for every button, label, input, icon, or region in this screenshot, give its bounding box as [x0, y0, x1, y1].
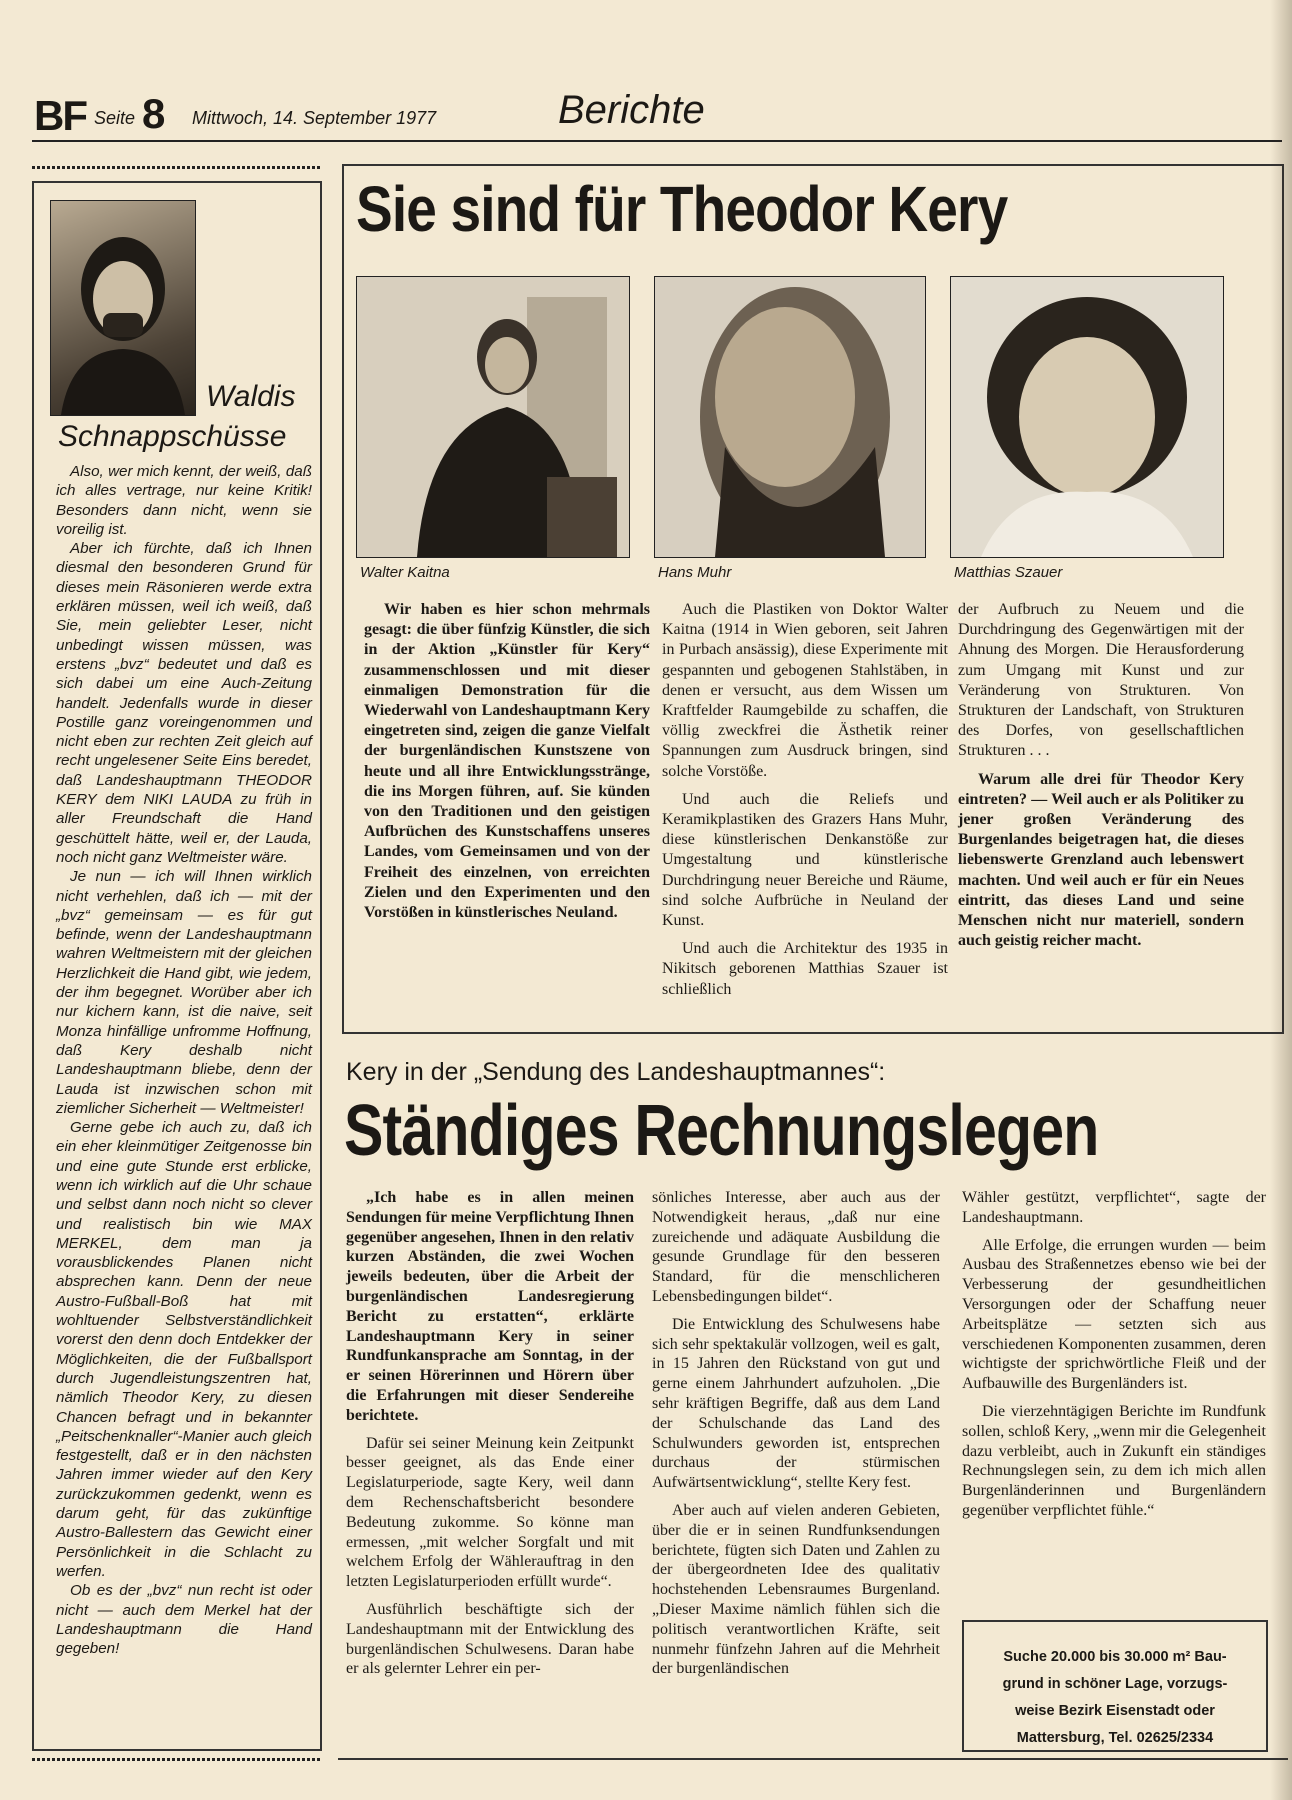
page-label: Seite [94, 108, 136, 128]
ad-line: weise Bezirk Eisenstadt oder [1015, 1703, 1215, 1719]
issue-date: Mittwoch, 14. September 1977 [192, 108, 437, 128]
article-paragraph: Alle Erfolge, die errungen wurden — beim Ausbau des Straßennetzes ebenso wie bei der Verbesserung der gesundheitlichen Versorgungen oder der Schaffung neuer Arbeitsplätze — setzten sich aus verschiedenen Komponenten zusammen, deren wichtigste der sprichwörtliche Fleiß und der Aufbauwille des Burgenländers ist. [962, 1236, 1266, 1393]
photo-walter-kaitna [356, 276, 630, 558]
photo-caption: Hans Muhr [658, 564, 732, 581]
column-top-rule [32, 166, 322, 169]
header-rule [32, 140, 1282, 142]
article-column [346, 1188, 634, 1687]
column-paragraph: Aber ich fürchte, daß ich Ihnen diesmal den besonderen Grund für dieses mein Räsonieren werde extra erklären müssen, weil ich weiß, daß Sie, mein geliebter Leser, nicht unbedingt wissen müssen, was erstens „bvz“ bedeutet und daß es sich dabei um eine Auch-Zeitung handelt. Jedenfalls wurde in dieser Postille ganz voreingenommen und nicht eben zur rechten Zeit gleich auf recht ungelesener Seite Eins beredet, daß Landeshauptmann THEODOR KERY dem NIKI LAUDA zu früh in aller Freundschaft die Hand geschüttelt hätte, weil er, der Lauda, noch nicht ganz Weltmeister wäre. [56, 540, 312, 866]
column-paragraph: Gerne gebe ich auch zu, daß ich ein eher kleinmütiger Zeitgenosse bin und eine gute Stunde erst erblicke, wenn ich wirklich auf die Uhr schaue und selbst dann noch nicht so clever und realistisch bin wie MAX MERKEL, dem man ja vorausblickendes Planen nicht absprechen kann. Denn der neue Austro-Fußball-Boß hat mit wohltuender Selbstverständlichkeit vorerst den denn doch Entdekker der Möglichkeiten, die der Fußballsport durch Jugendleistungszentren hat, nämlich Theodor Kery, zu diesen Chancen befragt und in bekannter „Peitschenknaller“-Manier auch gleich festgestellt, daß er in den nächsten Jahren immer wieder auf den Kery zurückzukommen gedenkt, wenn es darum geht, für das zukünftige Austro-Ballestern das Gewicht einer Persönlichkeit in die Schlacht zu werfen. [56, 1119, 312, 1580]
article-column [364, 600, 650, 931]
article-paragraph: Und auch die Reliefs und Keramikplastiken des Grazers Hans Muhr, diese künstlerischen Denkanstöße zur Umgestaltung und künstlerische Durchdringung neuer Bereiche und Räume, sind solche Aufbrüche in Neuland der Kunst. [662, 790, 948, 930]
column-paragraph: Je nun — ich will Ihnen wirklich nicht verhehlen, daß ich — mit der „bvz“ gemeinsam — es für gut befinde, wenn der Landeshauptmann wahren Weltmeistern mit der gleichen Herzlichkeit die Hand gibt, wie jedem, der ihm begegnet. Worüber aber ich nur kichern kann, ist die naive, seit Monza hinfällige unfromme Hoffnung, daß Kery deshalb nicht Landeshauptmann bliebe, denn der Lauda ist inzwischen schon mit ziemlicher Sicherheit — Weltmeister! [56, 868, 312, 1117]
section-title: Berichte [558, 88, 705, 132]
photo-caption: Walter Kaitna [360, 564, 450, 581]
page-number: 8 [142, 90, 166, 137]
article-paragraph: Die vierzehntägigen Berichte im Rundfunk sollen, schloß Kery, „wenn mir die Gelegenheit dazu verbleibt, auch in Zukunft ein ständiges Rechnungslegen sein, zu dem ich mich allen Burgenländerinnen und Burgenländern gegenüber verpflichtet fühle.“ [962, 1402, 1266, 1519]
article-paragraph: sönliches Interesse, aber auch aus der Notwendigkeit heraus, „daß nur eine zureichende und adäquate Ausbildung die gesunde Grundlage für den besseren Standard, für die menschlicheren Lebensbedingungen bildet“. [652, 1189, 940, 1305]
column-paragraph: Ob es der „bvz“ nun recht ist oder nicht — auch dem Merkel hat der Landeshauptmann die Hand gegeben! [56, 1582, 312, 1658]
article-paragraph: Auch die Plastiken von Doktor Walter Kaitna (1914 in Wien geboren, seit Jahren in Purbach ansässig), diese Experimente mit gespannten und gebogenen Stahlstäben, in denen er versucht, aus dem Wissen um Kraftfelder Raumgebilde zu schaffen, die völlig zweckfrei die Ästhetik reiner Spannungen zum Ausdruck bringen, sind solche Vorstöße. [662, 601, 948, 780]
article-column [652, 1188, 940, 1687]
article-paragraph: der Aufbruch zu Neuem und die Durchdringung des Gegenwärtigen mit der Ahnung des Morgen. Die Herausforderung zum Umgang mit Kunst und zur Veränderung von Strukturen. Von Strukturen der Landschaft, von Strukturen des Dorfes, von gesellschaftlichen Strukturen . . . [958, 601, 1244, 760]
newspaper-logo: BF [34, 92, 86, 139]
photo-caption: Matthias Szauer [954, 564, 1063, 581]
article-column [958, 600, 1244, 959]
ad-line: grund in schöner Lage, vorzugs- [1002, 1676, 1228, 1692]
photo-matthias-szauer [950, 276, 1224, 558]
article-paragraph: Die Entwicklung des Schulwesens habe sich sehr spektakulär vollzogen, weil es galt, in 15 Jahren den Rückstand von gut und gerne einem Jahrhundert aufzuholen. „Die sehr kräftigen Begriffe, daß aus dem Land der Schulschande das Land des Schulwunders geworden ist, entsprechen durchaus der stürmischen Aufwärtsentwicklung“, stellte Kery fest. [652, 1315, 940, 1492]
column-body [56, 462, 312, 1658]
article-kicker: Kery in der „Sendung des Landeshauptmannes“: [346, 1058, 886, 1086]
article-paragraph: Dafür sei seiner Meinung kein Zeitpunkt besser geeignet, als das Ende einer Legislaturperiode, sagte Kery, weil dann dem Rechenschaftsbericht besondere Bedeutung zukomme. So könne man ermessen, „mit welcher Sorgfalt und mit welchem Erfolg der Wählerauftrag in den letzten Legislaturperioden erfüllt wurde“. [346, 1434, 634, 1591]
column-author: Waldis [206, 380, 296, 413]
article-paragraph: Und auch die Architektur des 1935 in Nikitsch geborenen Matthias Szauer ist schließlich [662, 940, 948, 998]
column-paragraph: Also, wer mich kennt, der weiß, daß ich alles vertrage, nur keine Kritik! Besonders dann nicht, wenn sie voreilig ist. [56, 463, 312, 538]
article-column [962, 1188, 1266, 1529]
photo-hans-muhr [654, 276, 926, 558]
author-portrait [50, 200, 196, 416]
article-headline: Sie sind für Theodor Kery [356, 173, 1008, 245]
article-headline: Ständiges Rechnungslegen [344, 1091, 1099, 1171]
page-edge-shadow [1270, 0, 1292, 1800]
article-paragraph: Ausführlich beschäftigte sich der Landeshauptmann mit der Entwicklung des burgenländischen Schulwesens. Daran habe er als gelernter Lehrer ein per- [346, 1600, 634, 1678]
article-lead: Wir haben es hier schon mehrmals gesagt: die über fünfzig Künstler, die sich in der Aktion „Künstler für Kery“ zusammenschlossen und mit dieser einmaligen Demonstration für die Wiederwahl von Landeshauptmann Kery eingetreten sind, zeigen die ganze Vielfalt der burgenländischen Kunstszene von heute und all ihre Entwicklungsstränge, die ins Morgen führen, auf. Sie künden von den Traditionen und den geistigen Aufbrüchen des Kunstschaffens unseres Landes, vom Gemeinsamen und von der Freiheit des einzelnen, von erreichten Zielen und den Experimenten und den Vorstößen in künstlerisches Neuland. [364, 601, 650, 922]
article-paragraph: Wähler gestützt, verpflichtet“, sagte der Landeshauptmann. [962, 1189, 1266, 1226]
classified-ad [962, 1620, 1268, 1752]
ad-line: Mattersburg, Tel. 02625/2334 [1016, 1730, 1214, 1746]
article-lead: „Ich habe es in allen meinen Sendungen für meine Verpflichtung Ihnen gegenüber angesehen, Ihnen in den relativ kurzen Abständen, die zwei Wochen jeweils bedeuten, über die Arbeit der burgenländischen Landesregierung Bericht zu erstatten“, erklärte Landeshauptmann Kery in seiner Rundfunkansprache am Sonntag, in der er seinen Hörerinnen und Hörern über die Erfahrungen mit dieser Sendereihe berichtete. [346, 1189, 634, 1424]
column-bottom-rule [32, 1758, 322, 1761]
column-title: Schnappschüsse [58, 420, 287, 453]
ad-line: Suche 20.000 bis 30.000 m² Bau- [1003, 1649, 1227, 1665]
article-paragraph: Aber auch auf vielen anderen Gebieten, über die er in seinen Rundfunksendungen berichtete, fügten sich Daten und Zahlen zu der übergeordneten Idee des qualitativ hochstehenden Lebensraumes Burgenland. „Dieser Maxime nämlich fühlen sich die politisch verantwortlichen Kräfte, seit nunmehr fünfzehn Jahren auf die Mehrheit der burgenländischen [652, 1501, 940, 1678]
footer-rule [338, 1758, 1288, 1760]
article-conclusion: Warum alle drei für Theodor Kery eintreten? — Weil auch er als Politiker zu jener großen Veränderung des Burgenlandes beigetragen hat, die dieses liebenswerte Grenzland auch lebenswert machten. Und weil auch er für ein Neues eintritt, das dieses Land und seine Menschen nicht nur materiell, sondern auch geistig reicher macht. [958, 770, 1244, 950]
article-column [662, 600, 948, 1008]
